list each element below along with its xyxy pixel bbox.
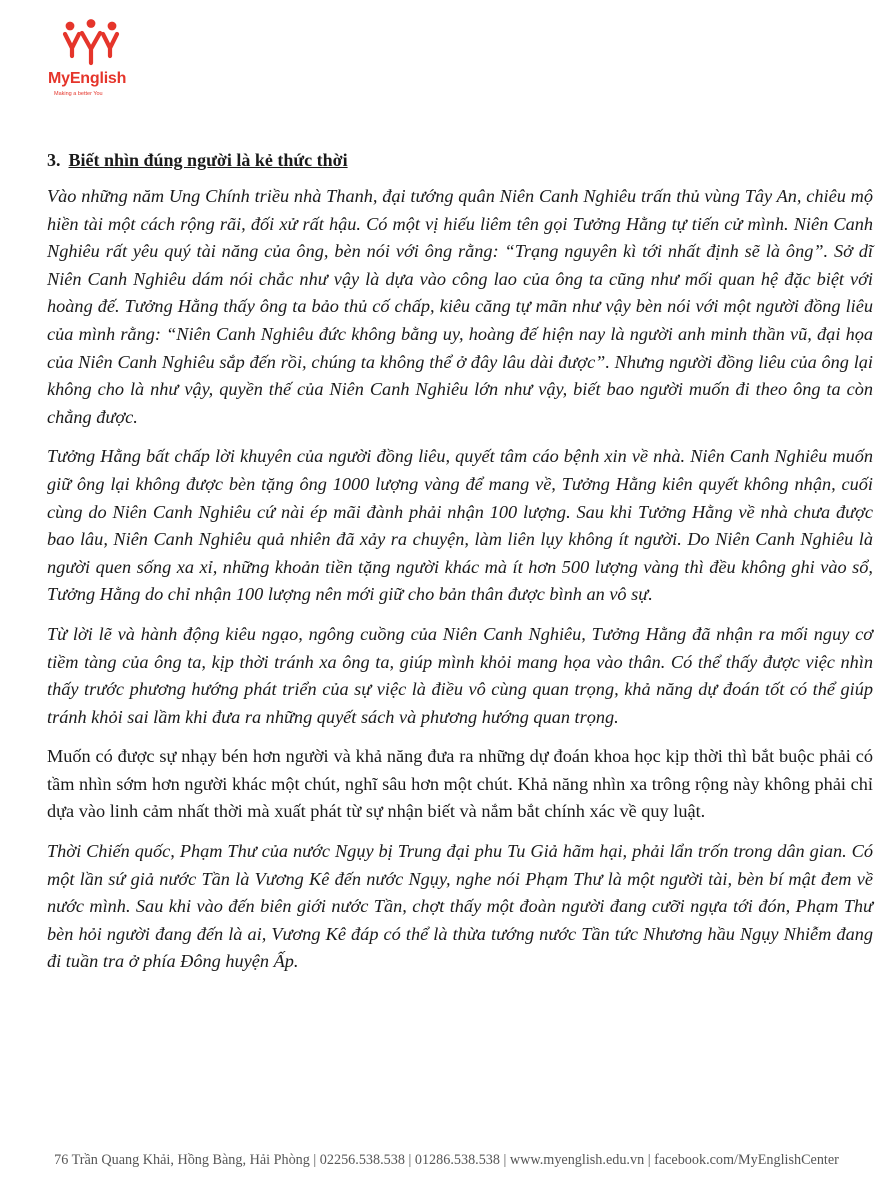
document-body <box>47 150 873 988</box>
people-logo-icon <box>62 18 120 68</box>
brand-logo <box>48 18 158 98</box>
section-heading <box>47 150 873 171</box>
paragraph-2: Tưởng Hằng bất chấp lời khuyên của người đồng liêu, quyết tâm cáo bệnh xin về nhà. Niên Canh Nghiêu muốn giữ ông lại không được bèn tặng ông 1000 lượng vàng để mang về, Tưởng Hằng kiên quyết không nhận, cuối cùng do Niên Canh Nghiêu cứ nài ép mãi đành phải nhận 100 lượng. Sau khi Tưởng Hằng về nhà chưa được bao lâu, Niên Canh Nghiêu quả nhiên đã xảy ra chuyện, làm liên lụy không ít người. Do Niên Canh Nghiêu là người quen sống xa xỉ, những khoản tiền tặng người khác mà ít hơn 500 lượng vàng thì đều không ghi vào sổ, Tưởng Hằng do chỉ nhận 100 lượng nên mới giữ cho bản thân được bình an vô sự. <box>47 446 873 605</box>
paragraph-5: Thời Chiến quốc, Phạm Thư của nước Ngụy bị Trung đại phu Tu Giả hãm hại, phải lẩn trốn trong dân gian. Có một lần sứ giả nước Tần là Vương Kê đến nước Ngụy, nghe nói Phạm Thư là một người tài, bèn bí mật đem về nước mình. Sau khi vào đến biên giới nước Tần, chợt thấy một đoàn người đang cưỡi ngựa tới đón, Phạm Thư bèn hỏi người đang đến là ai, Vương Kê đáp có thể là thừa tướng nước Tần tức Nhương hầu Ngụy Nhiễm đang đi tuần tra ở phía Đông huyện Ấp. <box>47 841 873 972</box>
paragraph-1: Vào những năm Ung Chính triều nhà Thanh, đại tướng quân Niên Canh Nghiêu trấn thủ vùng Tây An, chiêu mộ hiền tài một cách rộng rãi, đối xử rất hậu. Có một vị hiếu liêm tên gọi Tưởng Hằng tự tiến cử mình. Niên Canh Nghiêu rất yêu quý tài năng của ông, bèn nói với ông rằng: “Trạng nguyên kì tới nhất định sẽ là ông”. Sở dĩ Niên Canh Nghiêu dám nói chắc như vậy là dựa vào công lao của ông ta cũng như mối quan hệ đặc biệt với hoàng đế. Tưởng Hằng thấy ông ta bảo thủ cố chấp, kiêu căng tự mãn như vậy bèn nói với một người đồng liêu của mình rằng: “Niên Canh Nghiêu đức không bằng uy, hoàng đế hiện nay là người anh minh thần vũ, đại họa của Niên Canh Nghiêu sắp đến rồi, chúng ta không thể ở đây lâu dài được”. Nhưng người đồng liêu của ông lại không cho là như vậy, quyền thế của Niên Canh Nghiêu lớn như vậy, biết bao người muốn đi theo ông ta còn chẳng được. <box>47 186 873 427</box>
page-footer: 76 Trần Quang Khải, Hồng Bàng, Hải Phòng | 02256.538.538 | 01286.538.538 | www.myenglish.edu.vn | facebook.com/MyEnglishCenter <box>54 1152 839 1168</box>
paragraph-3: Từ lời lẽ và hành động kiêu ngạo, ngông cuồng của Niên Canh Nghiêu, Tưởng Hằng đã nhận ra mối nguy cơ tiềm tàng của ông ta, kịp thời tránh xa ông ta, giúp mình khỏi mang họa vào thân. Có thể thấy được việc nhìn thấy trước phương hướng phát triển của sự việc là điều vô cùng quan trọng, khả năng dự đoán tốt có thể giúp tránh khỏi sai lầm khi đưa ra những quyết sách và phương hướng quan trọng. <box>47 623 873 727</box>
section-number: 3. <box>47 150 61 170</box>
brand-tagline: Making a better You <box>54 91 103 97</box>
brand-name: MyEnglish <box>48 70 127 87</box>
section-title: Biết nhìn đúng người là kẻ thức thời <box>68 150 348 170</box>
paragraph-4: Muốn có được sự nhạy bén hơn người và khả năng đưa ra những dự đoán khoa học kịp thời thì bắt buộc phải có tầm nhìn sớm hơn người khác một chút, nghĩ sâu hơn một chút. Khả năng nhìn xa trông rộng này không phải chỉ dựa vào linh cảm nhất thời mà xuất phát từ sự nhận biết và nắm bắt chính xác về quy luật. <box>47 746 873 822</box>
